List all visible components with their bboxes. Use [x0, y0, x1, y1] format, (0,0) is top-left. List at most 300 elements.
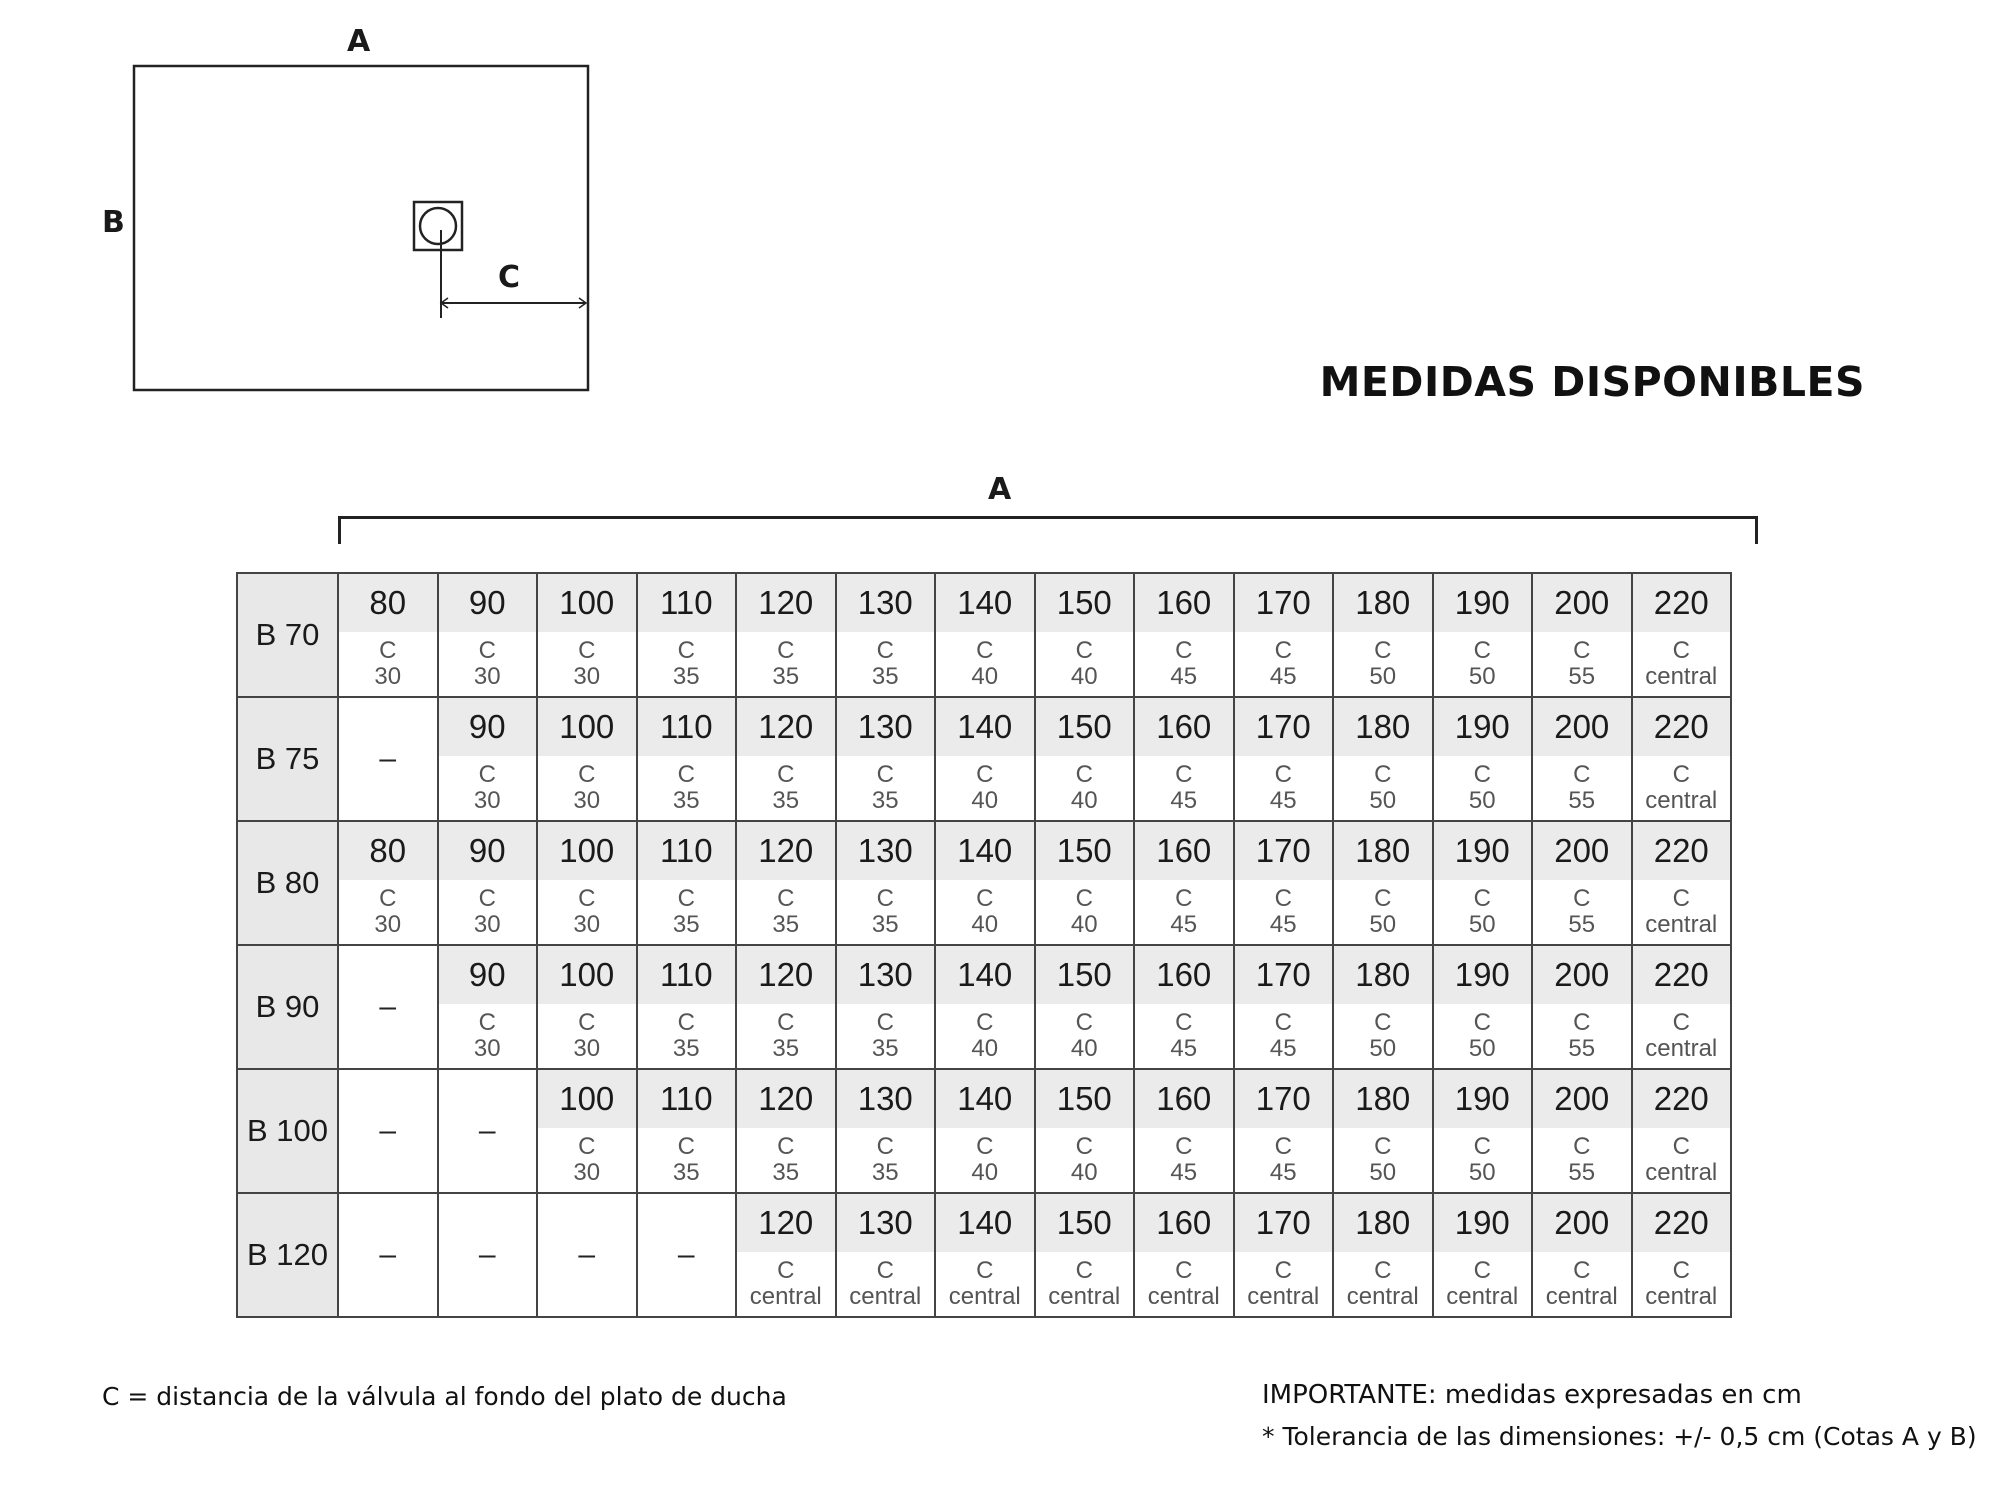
- a-value: 180: [1334, 698, 1432, 756]
- c-prefix: C: [876, 1133, 894, 1160]
- c-value: 45: [1269, 911, 1297, 938]
- c-value: 50: [1468, 1159, 1496, 1186]
- size-cell: [1333, 697, 1433, 821]
- size-cell-content: [638, 1070, 736, 1192]
- c-value-block: [1334, 632, 1432, 696]
- c-prefix: C: [777, 1009, 795, 1036]
- size-cell: [438, 945, 538, 1069]
- size-cell-content: [936, 946, 1034, 1068]
- a-value: 150: [1036, 1194, 1134, 1252]
- diagram-label-c: C: [498, 260, 521, 295]
- c-value: 35: [772, 1035, 800, 1062]
- c-value-block: [1235, 880, 1333, 944]
- size-cell: [1532, 945, 1632, 1069]
- tolerance-note: * Tolerancia de las dimensiones: +/- 0,5 cm (Cotas A y B): [1262, 1422, 1977, 1451]
- a-value: 140: [936, 698, 1034, 756]
- size-cell-content: [1633, 698, 1731, 820]
- shower-tray-diagram: [80, 20, 620, 400]
- size-cell: [1234, 821, 1334, 945]
- size-cell-content: [1633, 1194, 1731, 1316]
- c-value-block: [1135, 1004, 1233, 1068]
- c-prefix: C: [677, 637, 695, 664]
- size-cell: [1035, 697, 1135, 821]
- size-cell-content: [737, 574, 835, 696]
- size-cell-content: [1135, 1194, 1233, 1316]
- c-value-block: [837, 632, 935, 696]
- size-cell: [1532, 573, 1632, 697]
- c-value-block: [638, 632, 736, 696]
- c-value-block: [638, 1004, 736, 1068]
- tray-outline: [134, 66, 588, 390]
- c-prefix: C: [1274, 1133, 1292, 1160]
- c-prefix: C: [578, 761, 596, 788]
- size-cell: [1333, 1193, 1433, 1317]
- size-cell-content: [1533, 574, 1631, 696]
- c-value-block: [538, 632, 636, 696]
- c-prefix: C: [1075, 1257, 1093, 1284]
- diagram-label-b: B: [102, 205, 125, 240]
- size-cell-content: [638, 698, 736, 820]
- size-cell: [1433, 945, 1533, 1069]
- c-prefix: C: [1573, 1257, 1591, 1284]
- size-cell: [1433, 1193, 1533, 1317]
- a-value: 200: [1533, 1070, 1631, 1128]
- c-prefix: C: [1274, 637, 1292, 664]
- c-value: 45: [1170, 1035, 1198, 1062]
- unavailable-dash: –: [379, 742, 397, 775]
- c-value-block: [737, 1252, 835, 1316]
- c-prefix: C: [876, 761, 894, 788]
- c-value: 45: [1269, 663, 1297, 690]
- c-value: 55: [1568, 911, 1596, 938]
- a-value: 120: [737, 698, 835, 756]
- c-prefix: C: [677, 1009, 695, 1036]
- size-cell: [637, 1069, 737, 1193]
- size-cell: [1632, 573, 1732, 697]
- c-value: central: [1645, 911, 1718, 938]
- size-cell-content: [1135, 1070, 1233, 1192]
- a-value: 200: [1533, 1194, 1631, 1252]
- size-cell-content: [1334, 574, 1432, 696]
- size-cell: [1134, 573, 1234, 697]
- c-value: 45: [1170, 663, 1198, 690]
- c-value: 40: [971, 663, 999, 690]
- c-value: 30: [573, 663, 601, 690]
- a-value: 110: [638, 574, 736, 632]
- c-value: 45: [1269, 787, 1297, 814]
- a-value: 160: [1135, 822, 1233, 880]
- c-prefix: C: [1473, 1257, 1491, 1284]
- size-cell: [1632, 697, 1732, 821]
- c-value: central: [1645, 1159, 1718, 1186]
- c-value: 35: [871, 663, 899, 690]
- c-value-block: [737, 880, 835, 944]
- c-value: central: [1645, 1283, 1718, 1310]
- c-value: central: [1446, 1283, 1519, 1310]
- c-value-block: [936, 1252, 1034, 1316]
- c-prefix: C: [1573, 637, 1591, 664]
- c-prefix: C: [1473, 1009, 1491, 1036]
- a-value: 120: [737, 1070, 835, 1128]
- c-prefix: C: [578, 1133, 596, 1160]
- c-prefix: C: [1672, 1009, 1690, 1036]
- c-value-block: [1334, 1252, 1432, 1316]
- c-value-block: [1135, 1128, 1233, 1192]
- c-prefix: C: [1374, 761, 1392, 788]
- unavailable-dash: –: [379, 1114, 397, 1147]
- size-cell-content: [638, 574, 736, 696]
- unavailable-cell: [537, 1193, 637, 1317]
- a-value: 130: [837, 574, 935, 632]
- a-value: 110: [638, 946, 736, 1004]
- size-cell: [935, 821, 1035, 945]
- size-cell-content: [638, 822, 736, 944]
- c-prefix: C: [777, 1257, 795, 1284]
- size-cell-content: [936, 1194, 1034, 1316]
- size-cell: [1632, 1193, 1732, 1317]
- size-cell-content: [1334, 698, 1432, 820]
- size-cell-content: [737, 1070, 835, 1192]
- size-cell-content: [1235, 946, 1333, 1068]
- row-label-b: B 120: [237, 1193, 338, 1317]
- c-value: 30: [473, 663, 501, 690]
- c-value: central: [1048, 1283, 1121, 1310]
- size-cell-content: [1036, 822, 1134, 944]
- c-value-block: [439, 1004, 537, 1068]
- size-cell: [1134, 1193, 1234, 1317]
- a-value: 190: [1434, 574, 1532, 632]
- c-value: 50: [1369, 787, 1397, 814]
- size-cell-content: [538, 698, 636, 820]
- size-cell-content: [1633, 946, 1731, 1068]
- c-prefix: C: [1374, 637, 1392, 664]
- c-value: central: [1247, 1283, 1320, 1310]
- size-cell: [1333, 1069, 1433, 1193]
- a-value: 90: [439, 574, 537, 632]
- table-row: [237, 945, 1731, 1069]
- size-cell: [1134, 945, 1234, 1069]
- a-value: 160: [1135, 1070, 1233, 1128]
- c-value-block: [1633, 756, 1731, 820]
- size-cell: [836, 1069, 936, 1193]
- a-value: 140: [936, 1070, 1034, 1128]
- size-cell: [935, 1069, 1035, 1193]
- size-cell: [1532, 697, 1632, 821]
- c-value-block: [837, 1004, 935, 1068]
- c-value: 35: [672, 911, 700, 938]
- size-cell: [736, 1193, 836, 1317]
- table-row: [237, 1069, 1731, 1193]
- c-value-block: [538, 880, 636, 944]
- a-value: 90: [439, 822, 537, 880]
- size-cell-content: [1434, 1070, 1532, 1192]
- size-cell-content: [1235, 822, 1333, 944]
- c-value-block: [1334, 1004, 1432, 1068]
- table-row: [237, 573, 1731, 697]
- size-cell-content: [1235, 698, 1333, 820]
- c-value-block: [936, 1004, 1034, 1068]
- size-cell: [836, 697, 936, 821]
- a-value: 200: [1533, 698, 1631, 756]
- c-value: 50: [1369, 1159, 1397, 1186]
- size-cell-content: [1334, 1070, 1432, 1192]
- size-cell: [637, 573, 737, 697]
- c-value-block: [1633, 1128, 1731, 1192]
- c-prefix: C: [1075, 1009, 1093, 1036]
- c-prefix: C: [876, 885, 894, 912]
- c-prefix: C: [1473, 885, 1491, 912]
- size-cell-content: [1533, 822, 1631, 944]
- c-value: 35: [672, 1159, 700, 1186]
- a-value: 180: [1334, 946, 1432, 1004]
- size-cell-content: [936, 698, 1034, 820]
- c-value-block: [837, 1252, 935, 1316]
- c-value: 45: [1170, 1159, 1198, 1186]
- c-value: 30: [573, 1035, 601, 1062]
- c-value-block: [538, 1004, 636, 1068]
- size-cell: [1234, 945, 1334, 1069]
- a-value: 100: [538, 822, 636, 880]
- c-value: 45: [1170, 787, 1198, 814]
- size-cell: [1035, 1193, 1135, 1317]
- a-value: 180: [1334, 822, 1432, 880]
- c-prefix: C: [1075, 637, 1093, 664]
- size-cell: [935, 1193, 1035, 1317]
- c-prefix: C: [876, 637, 894, 664]
- size-cell-content: [837, 946, 935, 1068]
- c-value: 35: [772, 911, 800, 938]
- c-prefix: C: [976, 1009, 994, 1036]
- c-value: 35: [871, 1159, 899, 1186]
- c-value: 50: [1369, 1035, 1397, 1062]
- size-cell: [1532, 821, 1632, 945]
- c-value: 30: [473, 911, 501, 938]
- c-prefix: C: [1075, 1133, 1093, 1160]
- c-value-block: [1036, 1128, 1134, 1192]
- size-cell-content: [1036, 1070, 1134, 1192]
- c-prefix: C: [1672, 1257, 1690, 1284]
- a-value: 150: [1036, 822, 1134, 880]
- c-value: 35: [772, 787, 800, 814]
- size-cell-content: [1036, 1194, 1134, 1316]
- c-value: 30: [573, 911, 601, 938]
- unavailable-cell: [338, 945, 438, 1069]
- a-value: 170: [1235, 946, 1333, 1004]
- c-value: 55: [1568, 1035, 1596, 1062]
- size-cell: [1234, 1069, 1334, 1193]
- c-prefix: C: [976, 885, 994, 912]
- c-value: 30: [374, 663, 402, 690]
- c-value-block: [1036, 756, 1134, 820]
- size-cell-content: [737, 946, 835, 1068]
- c-value: 30: [473, 787, 501, 814]
- c-value: 50: [1468, 911, 1496, 938]
- c-value-block: [439, 756, 537, 820]
- c-value: 40: [971, 787, 999, 814]
- c-value-block: [638, 880, 736, 944]
- a-value: 130: [837, 1070, 935, 1128]
- a-value: 130: [837, 822, 935, 880]
- size-cell: [438, 573, 538, 697]
- size-cell-content: [936, 822, 1034, 944]
- c-value: 35: [672, 1035, 700, 1062]
- unavailable-cell: [338, 697, 438, 821]
- c-prefix: C: [777, 761, 795, 788]
- c-value: 35: [672, 787, 700, 814]
- c-value-block: [837, 756, 935, 820]
- c-value-block: [1036, 632, 1134, 696]
- a-value: 120: [737, 574, 835, 632]
- size-cell: [537, 821, 637, 945]
- c-prefix: C: [1274, 1009, 1292, 1036]
- a-value: 100: [538, 698, 636, 756]
- size-cell-content: [1533, 698, 1631, 820]
- c-value: 55: [1568, 787, 1596, 814]
- c-prefix: C: [976, 761, 994, 788]
- c-prefix: C: [1672, 885, 1690, 912]
- size-cell-content: [837, 1194, 935, 1316]
- size-cell: [1333, 821, 1433, 945]
- c-value: 35: [871, 1035, 899, 1062]
- c-prefix: C: [777, 637, 795, 664]
- a-value: 80: [339, 822, 437, 880]
- size-cell-content: [1334, 946, 1432, 1068]
- size-cell-content: [837, 574, 935, 696]
- size-cell: [736, 821, 836, 945]
- c-prefix: C: [1573, 761, 1591, 788]
- c-prefix: C: [976, 637, 994, 664]
- table-row: [237, 1193, 1731, 1317]
- c-value: 45: [1269, 1159, 1297, 1186]
- size-cell-content: [538, 822, 636, 944]
- size-cell-content: [339, 574, 437, 696]
- table-a-label: A: [988, 472, 1012, 507]
- a-value: 110: [638, 698, 736, 756]
- size-cell-content: [837, 1070, 935, 1192]
- c-prefix: C: [1374, 1009, 1392, 1036]
- c-prefix: C: [1573, 1133, 1591, 1160]
- c-value-block: [1533, 880, 1631, 944]
- size-cell-content: [1135, 698, 1233, 820]
- a-value: 140: [936, 1194, 1034, 1252]
- size-cell: [1433, 821, 1533, 945]
- a-value: 220: [1633, 822, 1731, 880]
- c-value-block: [737, 632, 835, 696]
- size-cell-content: [1533, 946, 1631, 1068]
- a-value: 150: [1036, 946, 1134, 1004]
- a-value: 140: [936, 822, 1034, 880]
- size-cell-content: [439, 698, 537, 820]
- c-value: central: [1545, 1283, 1618, 1310]
- a-value: 160: [1135, 1194, 1233, 1252]
- a-value: 170: [1235, 574, 1333, 632]
- a-value: 110: [638, 1070, 736, 1128]
- c-prefix: C: [478, 885, 496, 912]
- a-value: 170: [1235, 1070, 1333, 1128]
- c-value-block: [1235, 1004, 1333, 1068]
- c-value: central: [1645, 663, 1718, 690]
- size-cell-content: [538, 946, 636, 1068]
- unavailable-dash: –: [379, 1238, 397, 1271]
- c-value-block: [737, 1004, 835, 1068]
- c-prefix: C: [478, 1009, 496, 1036]
- c-value: central: [849, 1283, 922, 1310]
- c-value-block: [1036, 880, 1134, 944]
- c-value: 35: [772, 663, 800, 690]
- size-cell: [537, 1069, 637, 1193]
- size-cell: [736, 945, 836, 1069]
- c-prefix: C: [578, 1009, 596, 1036]
- c-value: 50: [1468, 1035, 1496, 1062]
- a-value: 90: [439, 698, 537, 756]
- c-prefix: C: [677, 1133, 695, 1160]
- size-cell: [1035, 945, 1135, 1069]
- c-value-block: [936, 632, 1034, 696]
- c-prefix: C: [777, 885, 795, 912]
- c-value: 50: [1468, 787, 1496, 814]
- row-label-b: B 75: [237, 697, 338, 821]
- size-cell: [1632, 821, 1732, 945]
- a-value: 170: [1235, 822, 1333, 880]
- size-cell: [1234, 573, 1334, 697]
- c-value: 30: [473, 1035, 501, 1062]
- size-cell: [637, 697, 737, 821]
- a-value: 200: [1533, 946, 1631, 1004]
- size-cell-content: [538, 1070, 636, 1192]
- size-cell: [935, 697, 1035, 821]
- a-value: 120: [737, 946, 835, 1004]
- c-value-block: [1235, 1128, 1333, 1192]
- a-value: 140: [936, 574, 1034, 632]
- a-value: 110: [638, 822, 736, 880]
- size-cell-content: [1633, 574, 1731, 696]
- c-value-block: [1235, 756, 1333, 820]
- c-value: 30: [573, 787, 601, 814]
- c-value-block: [1334, 880, 1432, 944]
- a-value: 150: [1036, 1070, 1134, 1128]
- size-cell: [836, 1193, 936, 1317]
- a-value: 170: [1235, 1194, 1333, 1252]
- size-cell-content: [737, 698, 835, 820]
- a-value: 200: [1533, 574, 1631, 632]
- c-prefix: C: [1473, 761, 1491, 788]
- unavailable-cell: [338, 1193, 438, 1317]
- c-value-block: [1633, 632, 1731, 696]
- diagram-label-a: A: [347, 24, 371, 59]
- c-value: 40: [1070, 787, 1098, 814]
- a-value: 150: [1036, 698, 1134, 756]
- unavailable-cell: [438, 1069, 538, 1193]
- c-value-block: [1235, 1252, 1333, 1316]
- a-value: 130: [837, 946, 935, 1004]
- tray-schematic: [80, 20, 620, 400]
- c-value: 50: [1369, 663, 1397, 690]
- a-value: 160: [1135, 946, 1233, 1004]
- c-prefix: C: [1274, 885, 1292, 912]
- c-value: central: [1645, 1035, 1718, 1062]
- c-prefix: C: [1672, 1133, 1690, 1160]
- unavailable-cell: [637, 1193, 737, 1317]
- c-prefix: C: [1473, 1133, 1491, 1160]
- c-prefix: C: [876, 1257, 894, 1284]
- c-prefix: C: [1175, 761, 1193, 788]
- c-value-block: [439, 632, 537, 696]
- c-value-block: [339, 632, 437, 696]
- c-value-block: [538, 756, 636, 820]
- c-prefix: C: [1075, 761, 1093, 788]
- a-value: 120: [737, 1194, 835, 1252]
- c-value: 45: [1170, 911, 1198, 938]
